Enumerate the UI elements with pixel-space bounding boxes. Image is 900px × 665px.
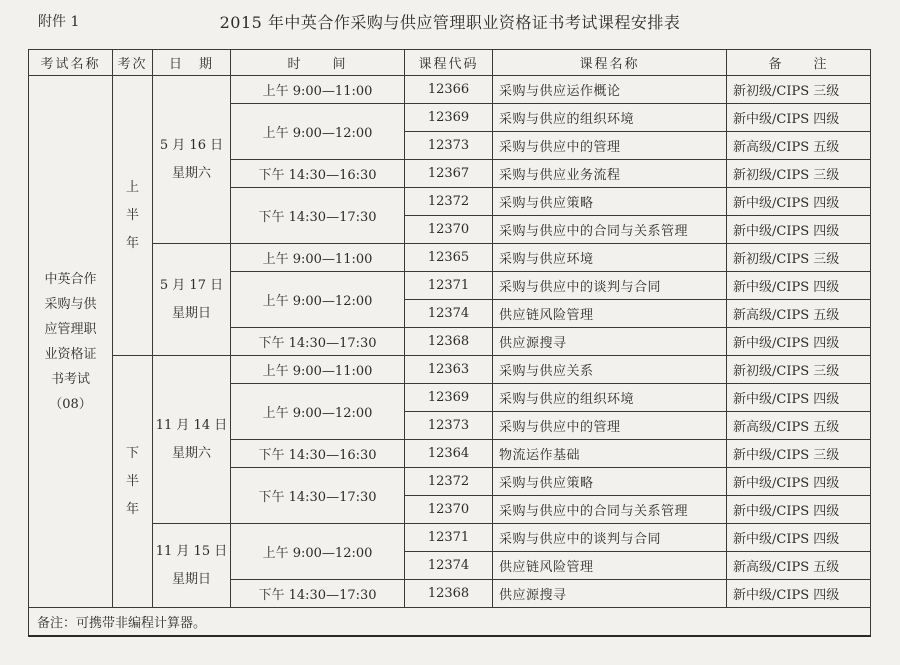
date-weekday: 星期日 — [171, 571, 211, 587]
time-cell: 下午 14:30—16:30 — [231, 160, 405, 188]
time-cell: 上午 9:00—12:00 — [231, 384, 405, 440]
remark-cell: 新中级/CIPS 四级 — [727, 272, 871, 300]
session-char: 年 — [125, 235, 139, 251]
session-char: 年 — [125, 501, 139, 517]
header-course-name: 课程名称 — [493, 50, 727, 76]
course-code-cell: 12363 — [405, 356, 493, 384]
course-name-cell: 采购与供应中的管理 — [493, 132, 727, 160]
date-weekday: 星期六 — [171, 165, 211, 181]
remark-cell: 新初级/CIPS 三级 — [727, 160, 871, 188]
footer-row — [29, 608, 871, 637]
course-code-cell: 12372 — [405, 468, 493, 496]
course-name-cell: 采购与供应运作概论 — [493, 76, 727, 104]
header-exam-name: 考试名称 — [29, 50, 113, 76]
remark-cell: 新中级/CIPS 四级 — [727, 216, 871, 244]
course-code-cell: 12369 — [405, 384, 493, 412]
course-code-cell: 12368 — [405, 580, 493, 608]
time-cell: 上午 9:00—11:00 — [231, 76, 405, 104]
remark-cell: 新高级/CIPS 五级 — [727, 552, 871, 580]
header-row — [29, 50, 871, 76]
course-name-cell: 采购与供应中的管理 — [493, 412, 727, 440]
remark-cell: 新高级/CIPS 五级 — [727, 300, 871, 328]
course-code-cell: 12371 — [405, 524, 493, 552]
date-day: 11 月 14 日 — [155, 417, 228, 433]
course-name-cell: 供应链风险管理 — [493, 300, 727, 328]
attachment-label: 附件 1 — [38, 14, 80, 30]
header-session: 考次 — [113, 50, 153, 76]
remark-cell: 新高级/CIPS 五级 — [727, 412, 871, 440]
course-name-cell: 采购与供应中的谈判与合同 — [493, 524, 727, 552]
remark-cell: 新初级/CIPS 三级 — [727, 356, 871, 384]
course-name-cell: 采购与供应中的合同与关系管理 — [493, 216, 727, 244]
time-cell: 下午 14:30—17:30 — [231, 188, 405, 244]
course-name-cell: 物流运作基础 — [493, 440, 727, 468]
course-code-cell: 12364 — [405, 440, 493, 468]
time-cell: 下午 14:30—16:30 — [231, 440, 405, 468]
remark-cell: 新初级/CIPS 三级 — [727, 76, 871, 104]
session-first-half — [113, 76, 153, 356]
exam-schedule-table — [28, 49, 871, 637]
date-cell — [153, 356, 231, 524]
course-name-cell: 采购与供应的组织环境 — [493, 104, 727, 132]
table-row — [29, 76, 871, 104]
time-cell: 上午 9:00—12:00 — [231, 272, 405, 328]
date-weekday: 星期六 — [171, 445, 211, 461]
remark-cell: 新高级/CIPS 五级 — [727, 132, 871, 160]
course-code-cell: 12371 — [405, 272, 493, 300]
course-code-cell: 12366 — [405, 76, 493, 104]
remark-cell: 新中级/CIPS 四级 — [727, 328, 871, 356]
date-day: 5 月 17 日 — [159, 277, 224, 293]
course-name-cell: 采购与供应关系 — [493, 356, 727, 384]
course-name-cell: 采购与供应中的谈判与合同 — [493, 272, 727, 300]
course-code-cell: 12374 — [405, 300, 493, 328]
exam-name-cell — [29, 76, 113, 608]
remark-cell: 新中级/CIPS 四级 — [727, 496, 871, 524]
document-title: 2015 年中英合作采购与供应管理职业资格证书考试课程安排表 — [219, 13, 681, 32]
table-row — [29, 356, 871, 384]
date-cell — [153, 244, 231, 356]
course-code-cell: 12370 — [405, 496, 493, 524]
remark-cell: 新初级/CIPS 三级 — [727, 244, 871, 272]
course-code-cell: 12365 — [405, 244, 493, 272]
course-code-cell: 12368 — [405, 328, 493, 356]
remark-cell: 新中级/CIPS 四级 — [727, 468, 871, 496]
header-time: 时 间 — [231, 50, 405, 76]
time-cell: 上午 9:00—12:00 — [231, 524, 405, 580]
date-day: 11 月 15 日 — [155, 543, 228, 559]
time-cell: 下午 14:30—17:30 — [231, 580, 405, 608]
time-cell: 上午 9:00—11:00 — [231, 244, 405, 272]
time-cell: 下午 14:30—17:30 — [231, 328, 405, 356]
course-code-cell: 12370 — [405, 216, 493, 244]
course-name-cell: 采购与供应业务流程 — [493, 160, 727, 188]
exam-name-line: 采购与供 — [44, 296, 97, 312]
date-day: 5 月 16 日 — [159, 137, 224, 153]
header-remarks: 备 注 — [727, 50, 871, 76]
exam-name-line: 书考试 — [50, 371, 90, 387]
course-code-cell: 12374 — [405, 552, 493, 580]
exam-name-line: 业资格证 — [44, 346, 97, 362]
date-weekday: 星期日 — [171, 305, 211, 321]
date-cell — [153, 76, 231, 244]
time-cell: 上午 9:00—12:00 — [231, 104, 405, 160]
time-cell: 上午 9:00—11:00 — [231, 356, 405, 384]
course-name-cell: 采购与供应策略 — [493, 468, 727, 496]
exam-name-line: 应管理职 — [44, 321, 97, 337]
time-cell: 下午 14:30—17:30 — [231, 468, 405, 524]
remark-cell: 新中级/CIPS 四级 — [727, 384, 871, 412]
remark-cell: 新中级/CIPS 三级 — [727, 440, 871, 468]
course-code-cell: 12373 — [405, 412, 493, 440]
remark-cell: 新中级/CIPS 四级 — [727, 524, 871, 552]
header-course-code: 课程代码 — [405, 50, 493, 76]
course-code-cell: 12367 — [405, 160, 493, 188]
session-char: 下 — [125, 445, 139, 461]
course-name-cell: 供应源搜寻 — [493, 328, 727, 356]
course-name-cell: 供应链风险管理 — [493, 552, 727, 580]
course-name-cell: 采购与供应环境 — [493, 244, 727, 272]
remark-cell: 新中级/CIPS 四级 — [727, 104, 871, 132]
course-name-cell: 采购与供应中的合同与关系管理 — [493, 496, 727, 524]
exam-name-line: （08） — [49, 396, 92, 412]
course-code-cell: 12369 — [405, 104, 493, 132]
remark-cell: 新中级/CIPS 四级 — [727, 188, 871, 216]
course-name-cell: 供应源搜寻 — [493, 580, 727, 608]
session-char: 半 — [125, 473, 139, 489]
header-date: 日 期 — [153, 50, 231, 76]
date-cell — [153, 524, 231, 608]
session-second-half — [113, 356, 153, 608]
course-code-cell: 12372 — [405, 188, 493, 216]
session-char: 半 — [125, 207, 139, 223]
session-char: 上 — [125, 179, 139, 195]
table-row — [29, 244, 871, 272]
remark-cell: 新中级/CIPS 四级 — [727, 580, 871, 608]
footer-note: 备注：可携带非编程计算器。 — [29, 608, 871, 637]
table-row — [29, 524, 871, 552]
course-name-cell: 采购与供应策略 — [493, 188, 727, 216]
exam-name-line: 中英合作 — [44, 271, 97, 287]
course-name-cell: 采购与供应的组织环境 — [493, 384, 727, 412]
course-code-cell: 12373 — [405, 132, 493, 160]
